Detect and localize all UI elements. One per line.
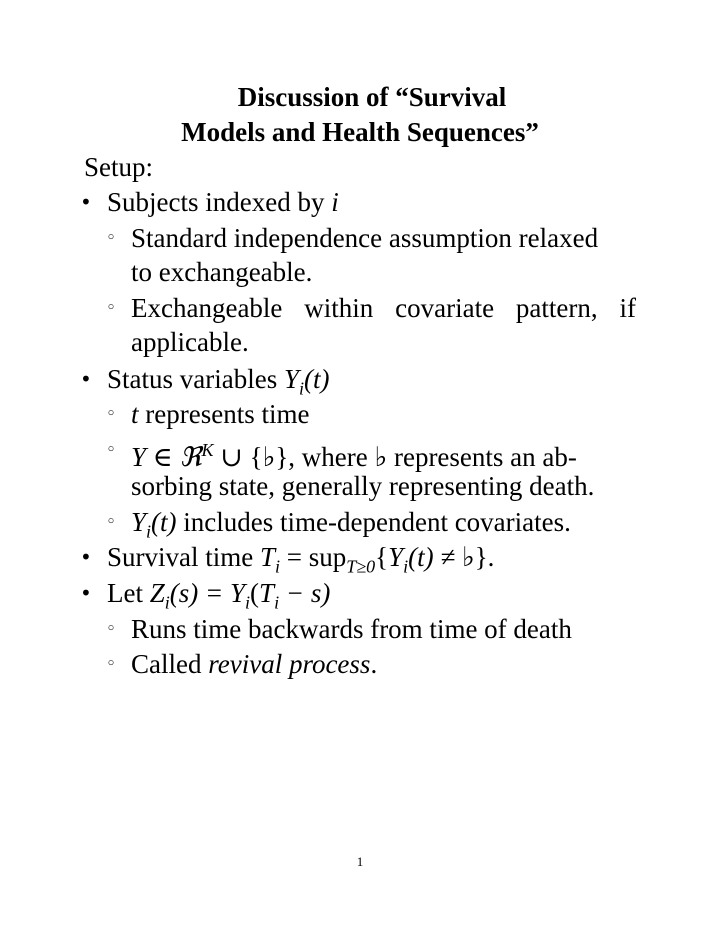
math-sub-i: i xyxy=(274,592,280,613)
sub-revival-pre: Called xyxy=(131,649,209,679)
sub-bullet-marker: ◦ xyxy=(106,228,117,248)
sub-exchangeable-line-1: Exchangeable within covariate pattern, if xyxy=(131,293,636,323)
sub-revival-emphasis: revival process xyxy=(208,649,371,679)
math-brace-open: { xyxy=(375,542,389,572)
math-state-space: Y ∈ ℜ xyxy=(131,442,202,472)
bullet-marker: • xyxy=(80,190,92,214)
title-line-2: Models and Health Sequences” xyxy=(181,117,539,147)
bullet-marker: • xyxy=(80,367,92,391)
sub-bullet-marker: ◦ xyxy=(106,440,117,460)
math-Y: Y xyxy=(230,578,246,608)
bullet-survival-text: Survival time xyxy=(107,542,260,572)
sub-bullet-marker: ◦ xyxy=(106,298,117,318)
math-Z: Z xyxy=(149,578,165,608)
math-T: T xyxy=(259,578,275,608)
bullet-marker: • xyxy=(80,545,92,569)
math-arg-t: (t) xyxy=(151,507,177,537)
math-sup-K: K xyxy=(201,440,214,460)
sub-bullet-marker: ◦ xyxy=(106,619,117,639)
sub-bullet-marker: ◦ xyxy=(106,512,117,532)
math-i: i xyxy=(331,187,339,217)
math-brace-close: }. xyxy=(474,542,495,572)
setup-label: Setup: xyxy=(84,152,154,182)
bullet-let-text: Let xyxy=(107,578,150,608)
math-minus-s: − s) xyxy=(279,578,331,608)
sub-revival xyxy=(131,647,377,681)
sub-independence-line-2: to exchangeable. xyxy=(131,257,313,287)
sub-revival-post: . xyxy=(370,649,378,679)
math-sub-i: i xyxy=(146,521,152,542)
math-sup: = sup xyxy=(280,542,347,572)
sub-backwards: Runs time backwards from time of death xyxy=(131,614,572,644)
math-arg-t: (t) xyxy=(304,364,330,394)
math-sub-i: i xyxy=(275,556,281,577)
sub-time xyxy=(131,397,309,431)
math-Y: Y xyxy=(283,364,299,394)
sub-independence-line-1: Standard independence assumption relaxed xyxy=(131,223,599,253)
sub-time-text: represents time xyxy=(138,399,310,429)
math-sub-i: i xyxy=(299,378,305,399)
sub-state-space-line-2: sorbing state, generally representing death. xyxy=(131,471,595,501)
math-sup-subscript: T≥0 xyxy=(346,556,376,577)
sub-state-space-text: ∪ {♭}, where ♭ represents an ab- xyxy=(213,442,577,472)
math-Z-arg: (s) = xyxy=(169,578,230,608)
bullet-status-text: Status variables xyxy=(107,364,284,394)
sub-bullet-marker: ◦ xyxy=(106,404,117,424)
math-t: t xyxy=(131,399,139,429)
bullet-subjects-text: Subjects indexed by xyxy=(107,187,332,217)
bullet-marker: • xyxy=(80,581,92,605)
sub-bullet-marker: ◦ xyxy=(106,654,117,674)
math-sub-i: i xyxy=(164,592,170,613)
sub-state-space-line-1 xyxy=(131,433,577,474)
math-sub-i: i xyxy=(245,592,251,613)
sub-covariates-text: includes time-dependent covariates. xyxy=(176,507,571,537)
math-Y: Y xyxy=(388,542,404,572)
page-number: 1 xyxy=(356,854,364,869)
sub-exchangeable-line-2: applicable. xyxy=(131,327,249,357)
math-condition: (t) ≠ ♭ xyxy=(408,542,475,572)
math-sub-i: i xyxy=(403,556,409,577)
bullet-subjects xyxy=(107,185,339,219)
math-paren-open: ( xyxy=(250,578,260,608)
math-T: T xyxy=(259,542,276,572)
math-Y: Y xyxy=(131,507,147,537)
title-line-1: Discussion of “Survival xyxy=(237,82,507,112)
